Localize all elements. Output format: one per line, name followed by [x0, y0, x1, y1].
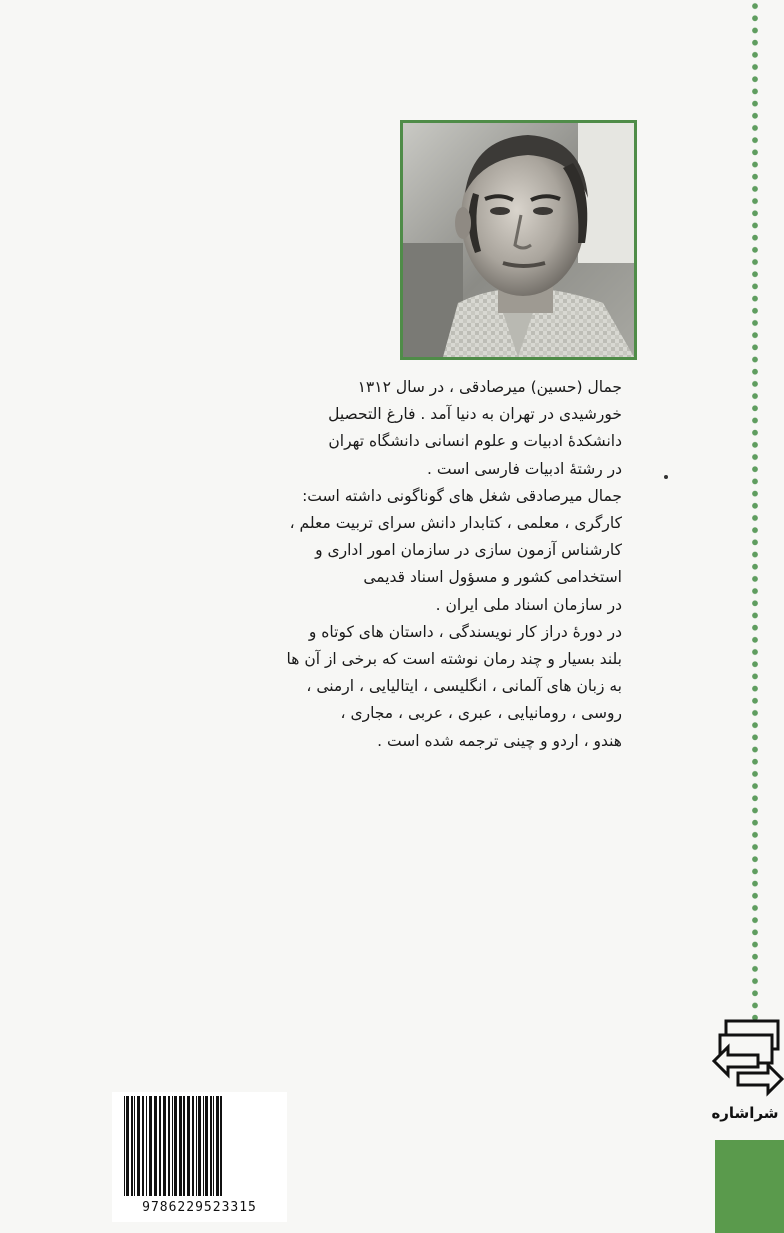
barcode-bar — [187, 1096, 190, 1196]
bio-line: جمال (حسین) میرصادقی ، در سال ۱۳۱۲ — [357, 378, 622, 396]
bio-line: در رشتهٔ ادبیات فارسی است . — [427, 459, 622, 478]
isbn-number: 9786229523315 — [142, 1200, 257, 1215]
barcode-bar — [179, 1096, 182, 1196]
bio-line: در سازمان اسناد ملی ایران . — [435, 595, 622, 614]
barcode-bar — [196, 1096, 197, 1196]
bio-line: دانشکدهٔ ادبیات و علوم انسانی دانشگاه تهران — [328, 432, 622, 451]
barcode-bar — [198, 1096, 201, 1196]
barcode-bar — [203, 1096, 204, 1196]
dotted-border-decoration — [749, 0, 761, 1020]
barcode-bars — [112, 1092, 287, 1198]
barcode-bar — [142, 1096, 144, 1196]
barcode-bar — [172, 1096, 173, 1196]
bio-line: استخدامی کشور و مسؤول اسناد قدیمی — [363, 568, 622, 587]
bio-line: روسی ، رومانیایی ، عبری ، عربی ، مجاری ، — [340, 704, 622, 723]
barcode-bar — [134, 1096, 135, 1196]
author-portrait — [400, 120, 637, 360]
barcode-bar — [137, 1096, 140, 1196]
isbn-barcode — [112, 1092, 287, 1222]
bio-line: کارشناس آزمون سازی در سازمان امور اداری و — [315, 541, 622, 560]
barcode-bar — [220, 1096, 222, 1196]
bio-line: هندو ، اردو و چینی ترجمه شده است . — [377, 731, 622, 750]
barcode-bar — [159, 1096, 161, 1196]
barcode-bar — [149, 1096, 152, 1196]
green-corner-block — [715, 1140, 784, 1233]
barcode-bar — [131, 1096, 133, 1196]
barcode-bar — [124, 1096, 125, 1196]
barcode-bar — [174, 1096, 177, 1196]
publisher-name: شراشاره — [711, 1104, 779, 1122]
portrait-image — [403, 123, 634, 357]
barcode-bar — [205, 1096, 208, 1196]
bio-line: به زبان های آلمانی ، انگلیسی ، ایتالیایی ، ارمنی ، — [306, 677, 622, 696]
ink-dot — [664, 475, 668, 479]
barcode-bar — [213, 1096, 214, 1196]
barcode-bar — [163, 1096, 166, 1196]
barcode-bar — [183, 1096, 185, 1196]
barcode-bar — [210, 1096, 212, 1196]
bio-line: در دورهٔ دراز کار نویسندگی ، داستان های کوتاه و — [308, 622, 622, 641]
barcode-bar — [192, 1096, 194, 1196]
bio-line: خورشیدی در تهران به دنیا آمد . فارغ التحصیل — [328, 405, 622, 424]
bio-line: کارگری ، معلمی ، کتابدار دانش سرای تربیت معلم ، — [289, 514, 622, 533]
author-biography — [286, 374, 622, 755]
barcode-bar — [168, 1096, 170, 1196]
barcode-bar — [154, 1096, 157, 1196]
bio-line: بلند بسیار و چند رمان نوشته است که برخی از آن ها — [286, 650, 622, 669]
barcode-bar — [216, 1096, 219, 1196]
barcode-bar — [126, 1096, 129, 1196]
barcode-bar — [146, 1096, 147, 1196]
bio-line: جمال میرصادقی شغل های گوناگونی داشته است: — [302, 486, 622, 505]
